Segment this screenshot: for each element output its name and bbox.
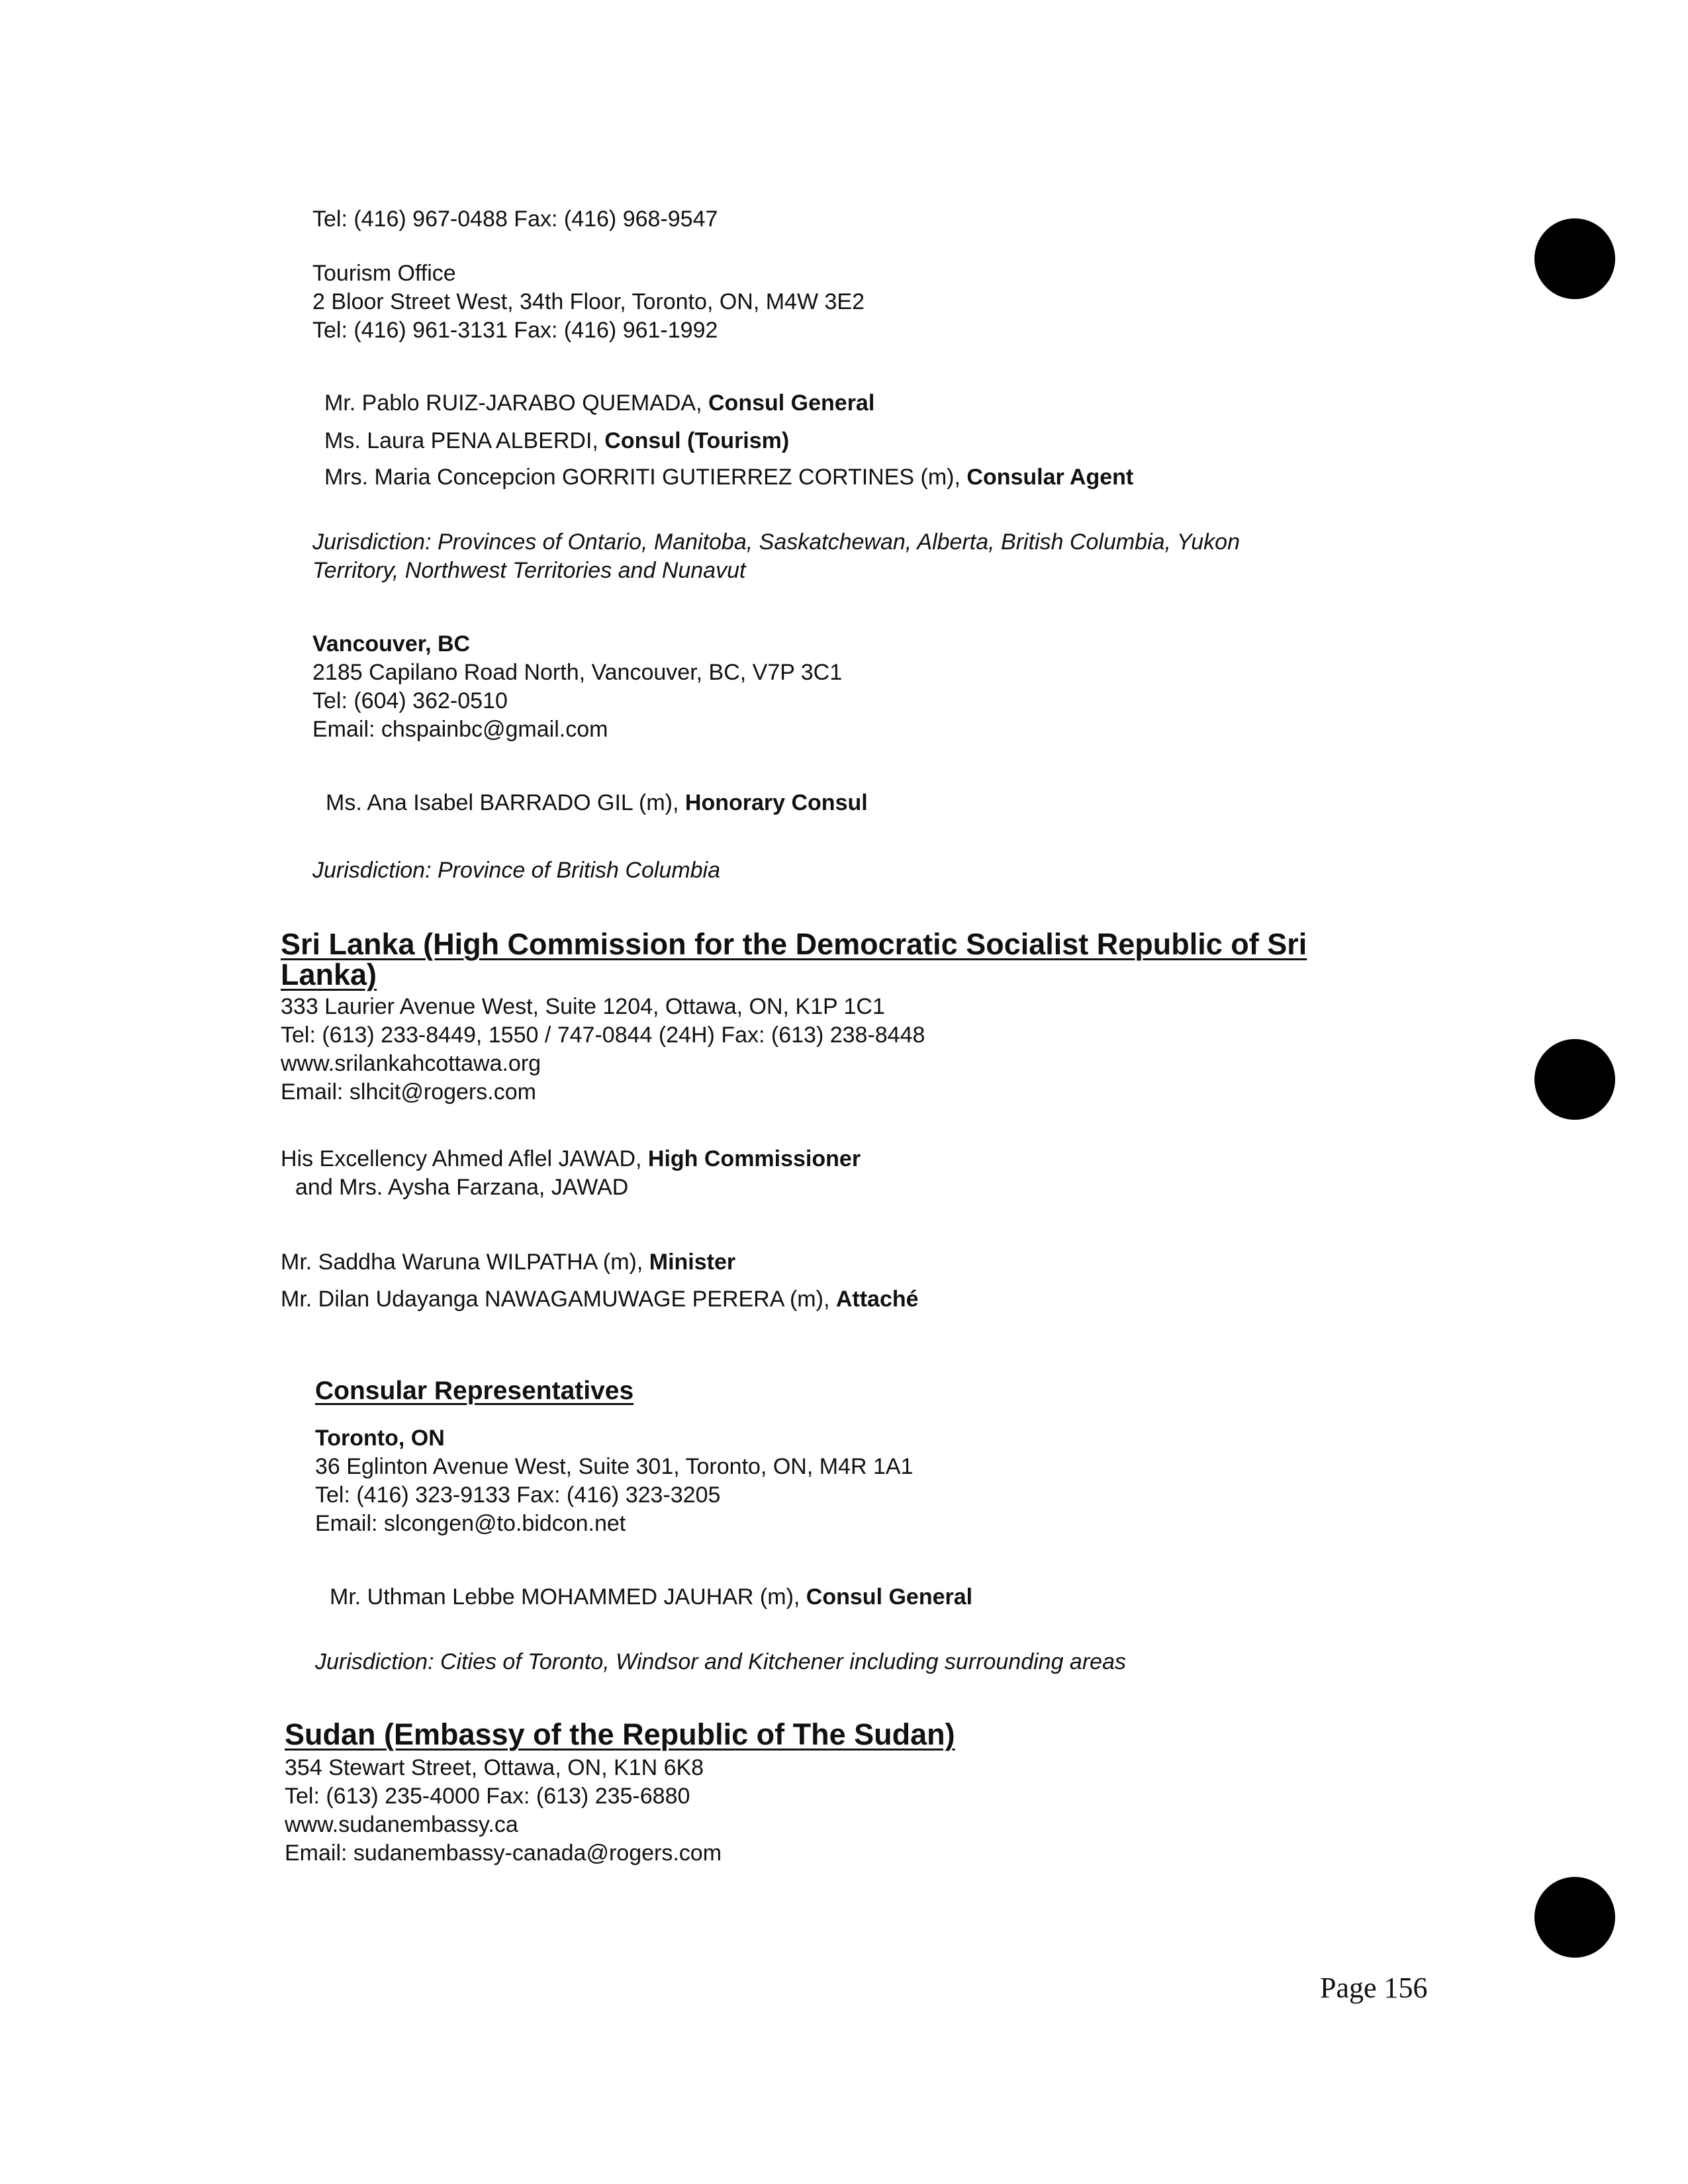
hc-name: His Excellency Ahmed Aflel JAWAD, (281, 1146, 648, 1171)
vancouver-city: Vancouver, BC (312, 631, 471, 657)
staff-name: Mr. Pablo RUIZ-JARABO QUEMADA, (324, 390, 708, 416)
tel: Tel: (613) 233-8449, 1550 / 747-0844 (24H) Fax: (613) 238-8448 (281, 1023, 925, 1048)
staff-title: Consular Agent (966, 465, 1134, 490)
consul-title: Honorary Consul (684, 790, 868, 815)
vancouver-block (312, 630, 842, 744)
staff-title: Minister (649, 1250, 736, 1275)
sudan-heading: Sudan (Embassy of the Republic of The Sudan) (285, 1717, 955, 1751)
heading-line: Lanka) (281, 958, 377, 991)
spain-tel-line: Tel: (416) 967-0488 Fax: (416) 968-9547 (312, 206, 718, 232)
consular-representatives-heading: Consular Representatives (315, 1377, 634, 1405)
binder-hole-top (1534, 218, 1615, 299)
staff-name: Ms. Laura PENA ALBERDI, (324, 428, 605, 453)
tourism-office-label: Tourism Office (312, 261, 456, 286)
binder-hole-bottom (1534, 1877, 1615, 1958)
staff-entry (324, 389, 874, 418)
toronto-tel: Tel: (416) 323-9133 Fax: (416) 323-3205 (315, 1482, 721, 1508)
tourism-office-tel: Tel: (416) 961-3131 Fax: (416) 961-1992 (312, 318, 718, 343)
toronto-city: Toronto, ON (315, 1426, 445, 1451)
staff-name: Mr. Saddha Waruna WILPATHA (m), (281, 1250, 649, 1275)
address: 333 Laurier Avenue West, Suite 1204, Ottawa, ON, K1P 1C1 (281, 994, 885, 1019)
tel: Tel: (613) 235-4000 Fax: (613) 235-6880 (285, 1784, 690, 1809)
staff-name: Mrs. Maria Concepcion GORRITI GUTIERREZ CORTINES (m), (324, 465, 967, 490)
page-number: Page 156 (1320, 1972, 1428, 2004)
tourism-office-address: 2 Bloor Street West, 34th Floor, Toronto, ON, M4W 3E2 (312, 289, 865, 314)
vancouver-consul (326, 789, 868, 817)
toronto-consul (330, 1583, 972, 1612)
sudan-contact (285, 1754, 722, 1868)
hc-spouse: and Mrs. Aysha Farzana, JAWAD (295, 1175, 629, 1200)
staff-entry (281, 1285, 919, 1314)
high-commissioner (281, 1145, 861, 1202)
staff-title: Consul (Tourism) (604, 428, 790, 453)
vancouver-email: Email: chspainbc@gmail.com (312, 717, 608, 742)
heading-line: Sri Lanka (High Commission for the Democratic Socialist Republic of Sri (281, 927, 1307, 961)
address: 354 Stewart Street, Ottawa, ON, K1N 6K8 (285, 1755, 704, 1780)
consul-title: Consul General (806, 1584, 973, 1610)
tourism-office-block (312, 259, 865, 345)
vancouver-jurisdiction: Jurisdiction: Province of British Columbia (312, 858, 721, 883)
spain-jurisdiction (312, 528, 1240, 585)
toronto-jurisdiction: Jurisdiction: Cities of Toronto, Windsor and Kitchener including surrounding areas (315, 1649, 1126, 1674)
website: www.sudanembassy.ca (285, 1812, 518, 1837)
consul-name: Ms. Ana Isabel BARRADO GIL (m), (326, 790, 685, 815)
staff-entry (281, 1248, 735, 1277)
vancouver-address: 2185 Capilano Road North, Vancouver, BC, V7P 3C1 (312, 660, 843, 685)
toronto-block (315, 1424, 913, 1538)
hc-title: High Commissioner (647, 1146, 861, 1171)
website: www.srilankahcottawa.org (281, 1051, 541, 1076)
jurisdiction-line: Jurisdiction: Provinces of Ontario, Manitoba, Saskatchewan, Alberta, British Columbia, Yukon (312, 529, 1240, 555)
email: Email: sudanembassy-canada@rogers.com (285, 1841, 722, 1866)
staff-entry (324, 463, 1133, 492)
staff-entry (324, 427, 789, 455)
email: Email: slhcit@rogers.com (281, 1079, 536, 1105)
toronto-email: Email: slcongen@to.bidcon.net (315, 1511, 626, 1536)
consul-name: Mr. Uthman Lebbe MOHAMMED JAUHAR (m), (330, 1584, 806, 1610)
binder-hole-middle (1534, 1039, 1615, 1120)
staff-name: Mr. Dilan Udayanga NAWAGAMUWAGE PERERA (m), (281, 1287, 836, 1312)
staff-title: Consul General (708, 390, 875, 416)
vancouver-tel: Tel: (604) 362-0510 (312, 688, 508, 713)
sri-lanka-contact (281, 993, 925, 1107)
toronto-address: 36 Eglinton Avenue West, Suite 301, Toronto, ON, M4R 1A1 (315, 1454, 914, 1479)
jurisdiction-line: Territory, Northwest Territories and Nunavut (312, 558, 746, 583)
staff-title: Attaché (835, 1287, 919, 1312)
sri-lanka-heading (281, 929, 1307, 990)
